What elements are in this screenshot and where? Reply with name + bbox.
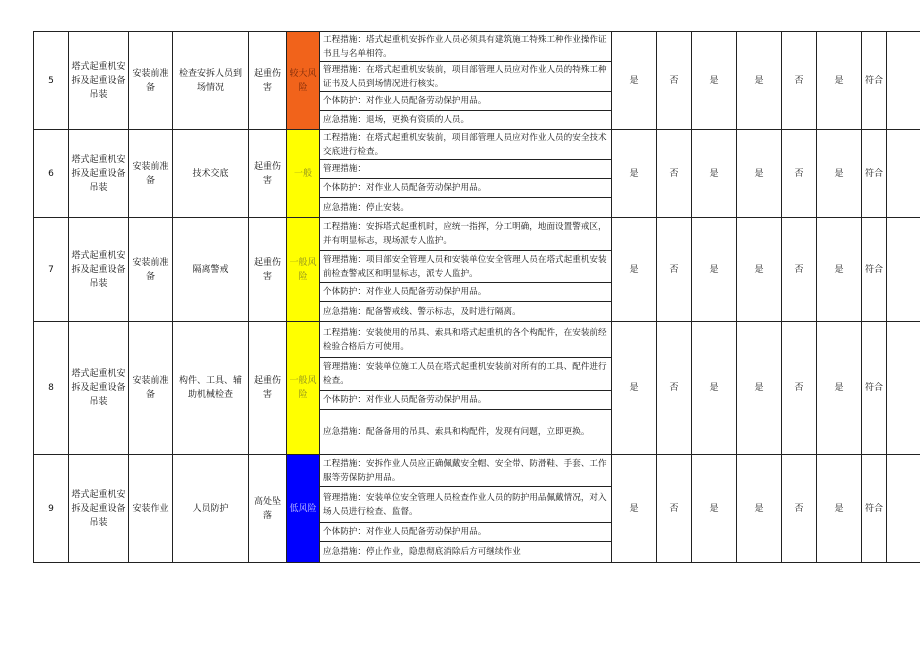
risk-table-body (34, 32, 920, 563)
engineering-measure: 工程措施：在塔式起重机安装前，项目部管理人员应对作业人员的安全技术交底进行检查。 (320, 130, 612, 160)
check-col-3: 是 (692, 218, 737, 322)
check-col-1: 是 (612, 322, 657, 455)
check-col-6: 是 (817, 455, 862, 563)
work-task: 技术交底 (173, 130, 249, 218)
check-col-4: 是 (737, 218, 782, 322)
work-item: 塔式起重机安拆及起重设备吊装 (69, 32, 129, 130)
emergency-measure: 应急措施：配备备用的吊具、索具和构配件，发现有问题，立即更换。 (320, 410, 612, 455)
engineering-measure: 工程措施：塔式起重机安拆作业人员必须具有建筑施工特殊工种作业操作证书且与名单相符。 (320, 32, 612, 62)
check-col-5: 否 (782, 130, 817, 218)
risk-level-badge: 一般风险 (287, 218, 320, 322)
check-col-6: 是 (817, 130, 862, 218)
remarks-cell (887, 130, 920, 218)
check-col-5: 否 (782, 455, 817, 563)
risk-control-table (33, 31, 920, 563)
hazard-type: 高处坠落 (249, 455, 287, 563)
work-task: 人员防护 (173, 455, 249, 563)
remarks-cell (887, 455, 920, 563)
personal-protection-measure: 个体防护：对作业人员配备劳动保护用品。 (320, 391, 612, 410)
check-col-4: 是 (737, 455, 782, 563)
remarks-cell (887, 218, 920, 322)
personal-protection-measure: 个体防护：对作业人员配备劳动保护用品。 (320, 283, 612, 302)
risk-level-badge: 一般风险 (287, 322, 320, 455)
check-col-1: 是 (612, 455, 657, 563)
engineering-measure: 工程措施：安拆塔式起重机时，应统一指挥，分工明确，地面设置警戒区，并有明显标志，现场派专人监护。 (320, 218, 612, 251)
remarks-cell (887, 322, 920, 455)
conformity-result: 符合 (862, 218, 887, 322)
check-col-2: 否 (657, 455, 692, 563)
risk-level-badge: 较大风险 (287, 32, 320, 130)
check-col-6: 是 (817, 322, 862, 455)
row-number: 9 (34, 455, 69, 563)
work-stage: 安装前准备 (129, 130, 173, 218)
emergency-measure: 应急措施：退场，更换有资质的人员。 (320, 111, 612, 130)
personal-protection-measure: 个体防护：对作业人员配备劳动保护用品。 (320, 523, 612, 542)
work-stage: 安装作业 (129, 455, 173, 563)
remarks-cell (887, 32, 920, 130)
check-col-1: 是 (612, 32, 657, 130)
management-measure: 管理措施：安装单位安全管理人员检查作业人员的防护用品佩戴情况，对入场人员进行检查、监督。 (320, 487, 612, 523)
emergency-measure: 应急措施：停止作业，隐患彻底消除后方可继续作业 (320, 542, 612, 563)
work-task: 构件、工具、辅助机械检查 (173, 322, 249, 455)
check-col-4: 是 (737, 32, 782, 130)
conformity-result: 符合 (862, 130, 887, 218)
hazard-type: 起重伤害 (249, 130, 287, 218)
emergency-measure: 应急措施：配备警戒线、警示标志，及时进行隔离。 (320, 302, 612, 322)
check-col-5: 否 (782, 322, 817, 455)
management-measure: 管理措施：在塔式起重机安装前，项目部管理人员应对作业人员的特殊工种证书及人员到场情况进行核实。 (320, 62, 612, 92)
check-col-2: 否 (657, 218, 692, 322)
work-item: 塔式起重机安拆及起重设备吊装 (69, 322, 129, 455)
risk-level-badge: 一般 (287, 130, 320, 218)
hazard-type: 起重伤害 (249, 218, 287, 322)
check-col-1: 是 (612, 130, 657, 218)
check-col-3: 是 (692, 130, 737, 218)
work-task: 检查安拆人员到场情况 (173, 32, 249, 130)
check-col-4: 是 (737, 322, 782, 455)
management-measure: 管理措施：安装单位施工人员在塔式起重机安装前对所有的工具、配件进行检查。 (320, 358, 612, 391)
work-stage: 安装前准备 (129, 322, 173, 455)
check-col-3: 是 (692, 322, 737, 455)
check-col-5: 否 (782, 32, 817, 130)
work-task: 隔离警戒 (173, 218, 249, 322)
row-number: 7 (34, 218, 69, 322)
row-number: 8 (34, 322, 69, 455)
hazard-type: 起重伤害 (249, 322, 287, 455)
conformity-result: 符合 (862, 455, 887, 563)
work-stage: 安装前准备 (129, 218, 173, 322)
row-number: 6 (34, 130, 69, 218)
work-item: 塔式起重机安拆及起重设备吊装 (69, 455, 129, 563)
risk-level-badge: 低风险 (287, 455, 320, 563)
personal-protection-measure: 个体防护：对作业人员配备劳动保护用品。 (320, 92, 612, 111)
check-col-3: 是 (692, 32, 737, 130)
check-col-6: 是 (817, 32, 862, 130)
work-item: 塔式起重机安拆及起重设备吊装 (69, 130, 129, 218)
conformity-result: 符合 (862, 32, 887, 130)
management-measure: 管理措施：项目部安全管理人员和安装单位安全管理人员在塔式起重机安装前检查警戒区和明显标志，派专人监护。 (320, 251, 612, 283)
personal-protection-measure: 个体防护：对作业人员配备劳动保护用品。 (320, 179, 612, 198)
hazard-type: 起重伤害 (249, 32, 287, 130)
check-col-2: 否 (657, 322, 692, 455)
check-col-2: 否 (657, 130, 692, 218)
management-measure: 管理措施： (320, 160, 612, 179)
check-col-5: 否 (782, 218, 817, 322)
check-col-4: 是 (737, 130, 782, 218)
check-col-6: 是 (817, 218, 862, 322)
conformity-result: 符合 (862, 322, 887, 455)
check-col-1: 是 (612, 218, 657, 322)
check-col-2: 否 (657, 32, 692, 130)
work-item: 塔式起重机安拆及起重设备吊装 (69, 218, 129, 322)
emergency-measure: 应急措施：停止安装。 (320, 198, 612, 218)
engineering-measure: 工程措施：安拆作业人员应正确佩戴安全帽、安全带、防滑鞋、手套、工作服等劳保防护用品。 (320, 455, 612, 487)
engineering-measure: 工程措施：安装使用的吊具、索具和塔式起重机的各个构配件，在安装前经检验合格后方可使用。 (320, 322, 612, 358)
row-number: 5 (34, 32, 69, 130)
work-stage: 安装前准备 (129, 32, 173, 130)
check-col-3: 是 (692, 455, 737, 563)
